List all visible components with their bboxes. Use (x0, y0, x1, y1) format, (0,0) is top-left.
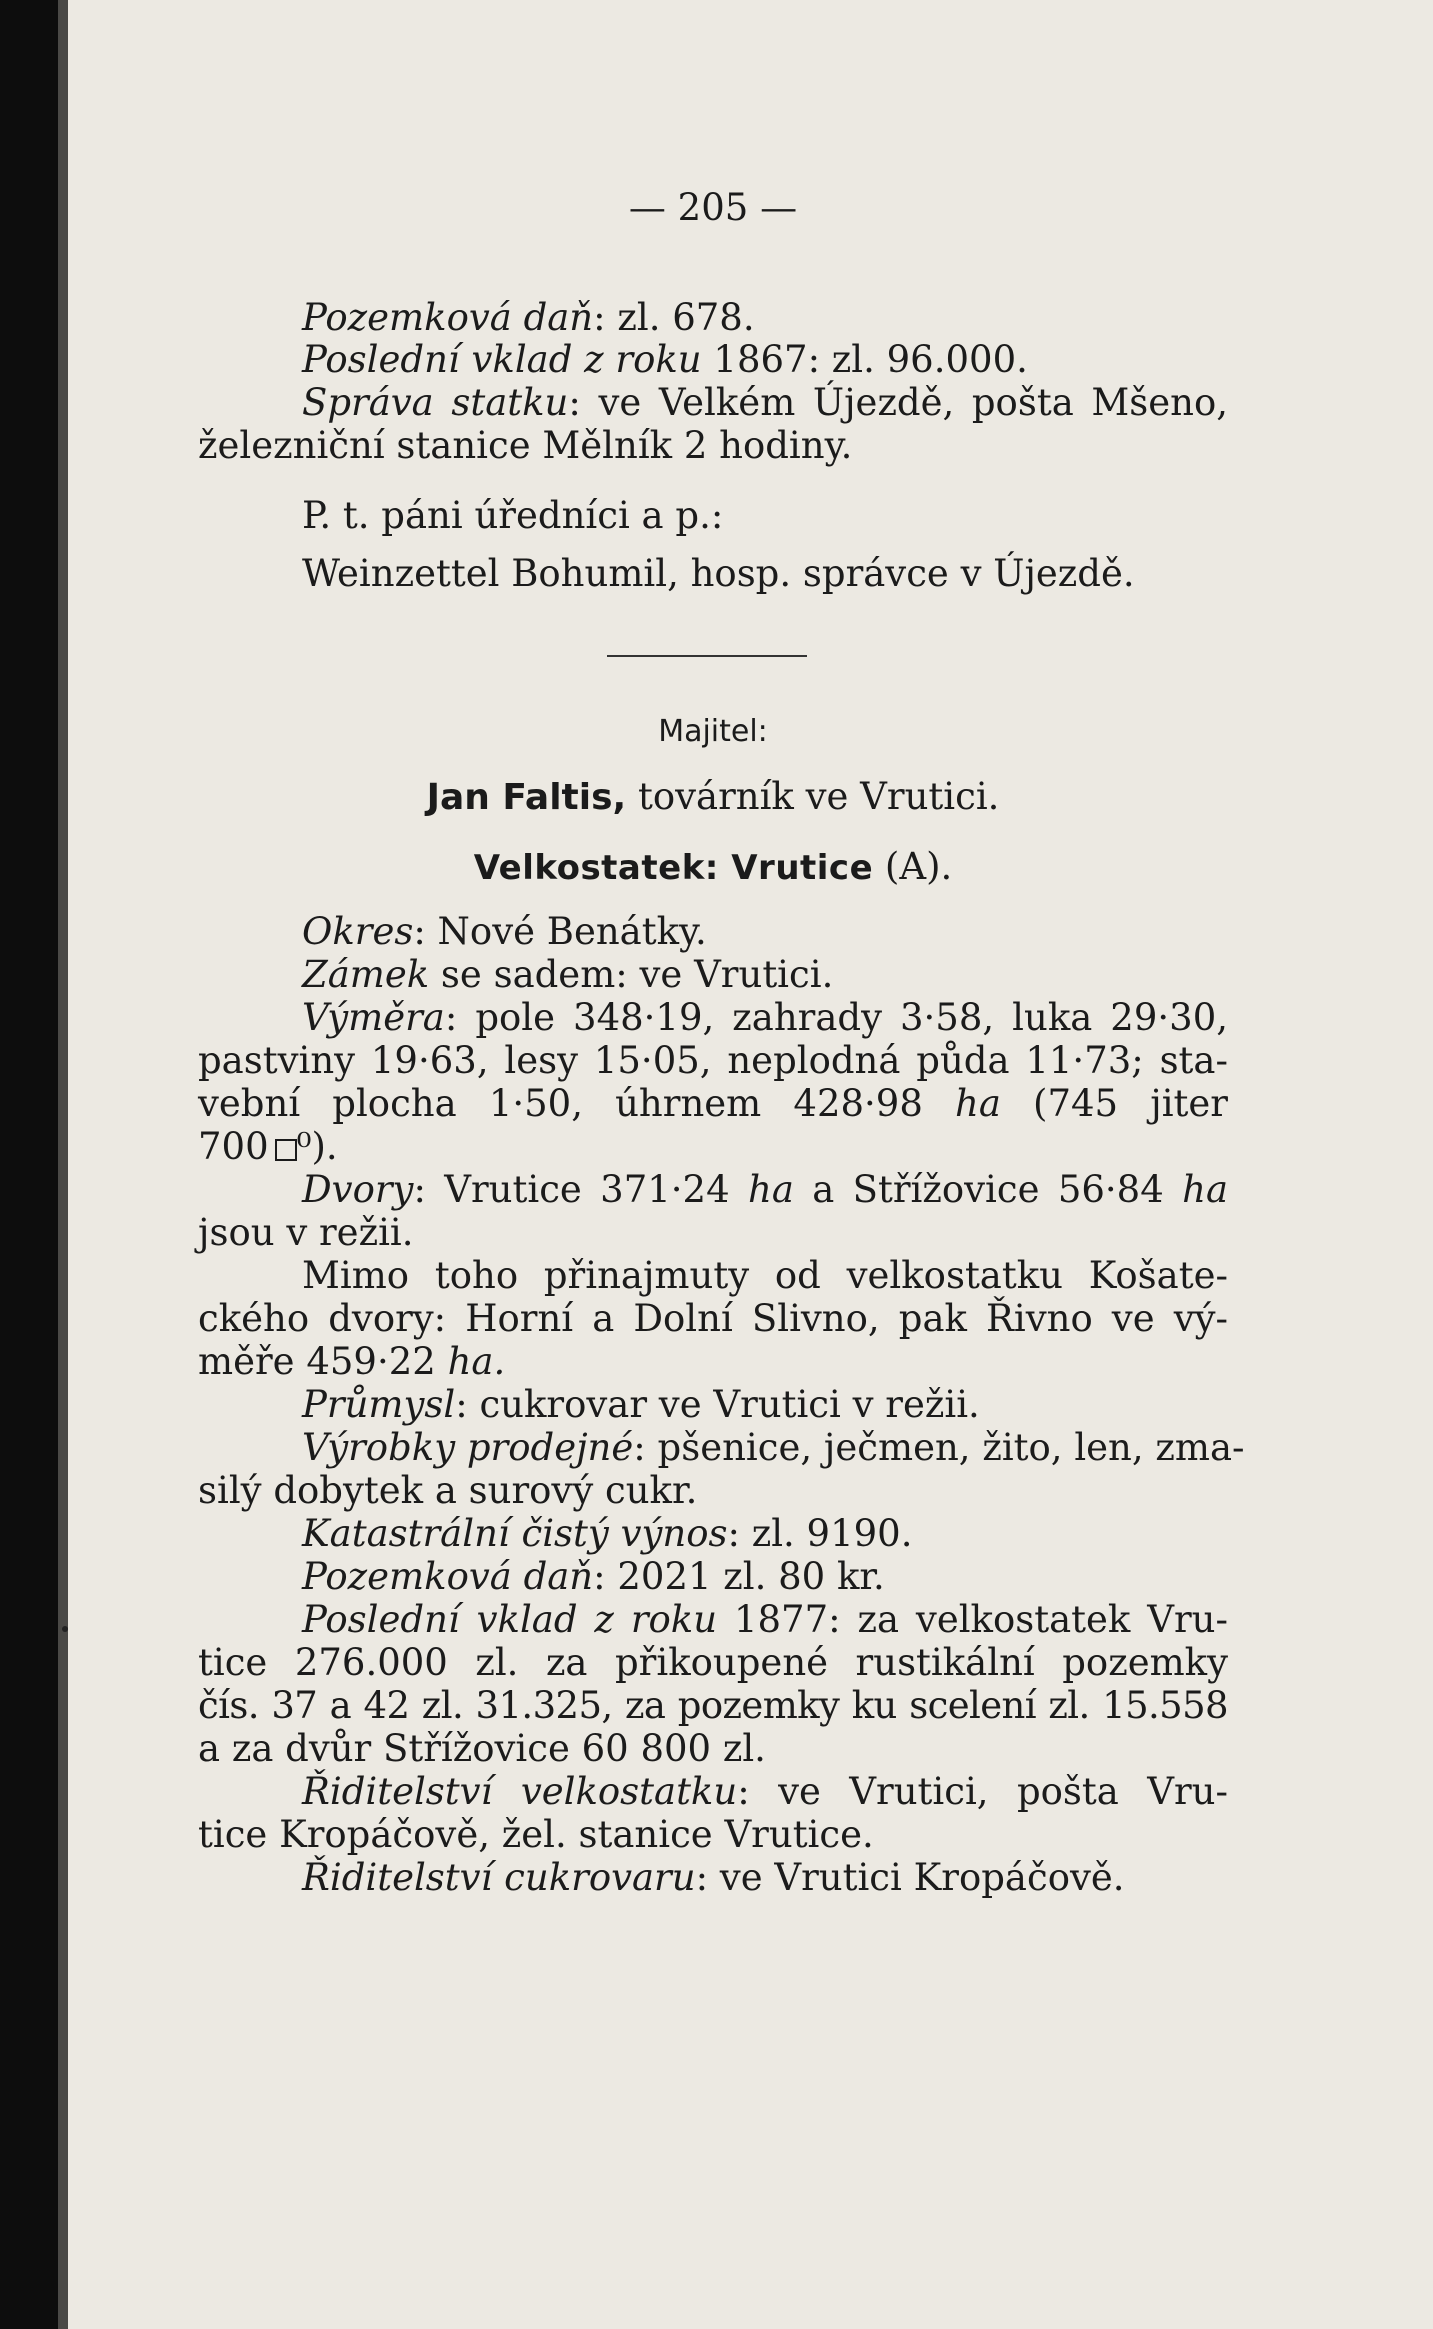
industry-line (302, 1383, 1228, 1427)
label: Okres (302, 910, 414, 953)
deposit-line-3: čís. 37 a 42 zl. 31.325, za pozemky ku scelení zl. 15.558 (198, 1684, 1228, 1727)
value: : ve Velkém Újezdě, pošta Mšeno, (568, 381, 1228, 424)
sugar-directorate-line (302, 1856, 1228, 1900)
value: 1867: zl. 96.000. (701, 338, 1028, 381)
courts-line-1 (302, 1168, 1228, 1212)
value: se sadem: ve Vrutici. (429, 953, 834, 996)
area-line-2: pastviny 19·63, lesy 15·05, neplodná půda 11·73; sta- (198, 1039, 1228, 1082)
castle-line (302, 953, 1228, 997)
label: Poslední vklad z roku (302, 338, 702, 381)
directorate-line-2: tice Kropáčově, žel. stanice Vrutice. (198, 1813, 874, 1856)
section-divider (607, 655, 807, 657)
label: Řiditelství velkostatku (302, 1770, 738, 1813)
tax-line (302, 1555, 1228, 1599)
value: : Nové Benátky. (413, 910, 707, 953)
label: Správa statku (302, 381, 569, 424)
value: : ve Vrutici Kropáčově. (695, 1856, 1125, 1899)
estate-suffix: (A). (873, 845, 953, 888)
upper-deposit-line (302, 338, 1228, 382)
lease-line-3 (198, 1340, 1228, 1384)
value: : pšenice, ječmen, žito, len, zma- (633, 1426, 1245, 1469)
cadastral-line (302, 1512, 1228, 1556)
value: : zl. 678. (593, 296, 755, 339)
owner-desc: továrník ve Vrutici. (626, 775, 1000, 818)
official-1: Weinzettel Bohumil, hosp. správce v Újezdě. (302, 552, 1135, 595)
deposit-line-4: a za dvůr Střížovice 60 800 zl. (198, 1727, 766, 1770)
owner-line (198, 775, 1228, 820)
specks (62, 1626, 68, 1632)
value: a Střížovice 56·84 (793, 1168, 1164, 1211)
products-line-1 (302, 1426, 1245, 1470)
value: : Vrutice 371·24 (413, 1168, 730, 1211)
value: 700 (198, 1125, 269, 1168)
lease-line-1: Mimo toho přinajmuty od velkostatku Košate- (302, 1254, 1228, 1297)
label: Výrobky prodejné (302, 1426, 634, 1469)
value: měře 459·22 (198, 1340, 436, 1383)
area-line-4 (198, 1125, 1228, 1169)
estate-heading (198, 845, 1228, 890)
area-line-1 (302, 996, 1228, 1040)
binding-strip (0, 0, 68, 2329)
value: : zl. 9190. (727, 1512, 913, 1555)
value: vební plocha 1·50, úhrnem 428·98 (198, 1082, 923, 1125)
courts-line-2: jsou v režii. (198, 1211, 414, 1254)
products-line-2: silý dobytek a surový cukr. (198, 1469, 698, 1512)
unit: ha. (447, 1340, 506, 1383)
value: (745 jiter (1000, 1082, 1228, 1125)
deposit-line-2: tice 276.000 zl. za přikoupené rustikální pozemky (198, 1641, 1228, 1684)
estate-name: Vrutice (718, 848, 874, 888)
value: 1877: za velkostatek Vru- (717, 1598, 1228, 1641)
value: ⁰). (296, 1125, 338, 1168)
upper-tax-line (302, 296, 1228, 340)
label: Zámek (302, 953, 430, 996)
label: Pozemková daň (302, 1555, 594, 1598)
officials-heading: P. t. páni úředníci a p.: (302, 494, 724, 537)
label: Dvory (302, 1168, 414, 1211)
district-line (302, 910, 1228, 954)
owner-name: Jan Faltis, (426, 777, 627, 818)
label: Řiditelství cukrovaru (302, 1856, 696, 1899)
label: Poslední vklad z roku (302, 1598, 718, 1641)
value: : cukrovar ve Vrutici v režii. (455, 1383, 980, 1426)
unit: ha (955, 1082, 1001, 1125)
unit: ha (747, 1168, 794, 1211)
label: Pozemková daň (302, 296, 594, 339)
label: Výměra (302, 996, 445, 1039)
label: Průmysl (302, 1383, 456, 1426)
owner-label: Majitel: (658, 714, 768, 749)
value: : 2021 zl. 80 kr. (593, 1555, 885, 1598)
lease-line-2: ckého dvory: Horní a Dolní Slivno, pak Řivno ve vý- (198, 1297, 1228, 1340)
value: : pole 348·19, zahrady 3·58, luka 29·30, (444, 996, 1228, 1039)
area-line-3 (198, 1082, 1228, 1126)
directorate-line-1 (302, 1770, 1228, 1814)
square-unit-icon (275, 1139, 297, 1161)
label: Katastrální čistý výnos (302, 1512, 728, 1555)
page-number: — 205 — (628, 186, 798, 229)
upper-admin-line-2: železniční stanice Mělník 2 hodiny. (198, 424, 853, 467)
unit: ha (1182, 1168, 1229, 1211)
upper-admin-line-1 (302, 381, 1228, 425)
estate-label: Velkostatek: (473, 848, 719, 888)
deposit-line-1 (302, 1598, 1228, 1642)
value: : ve Vrutici, pošta Vru- (737, 1770, 1228, 1813)
